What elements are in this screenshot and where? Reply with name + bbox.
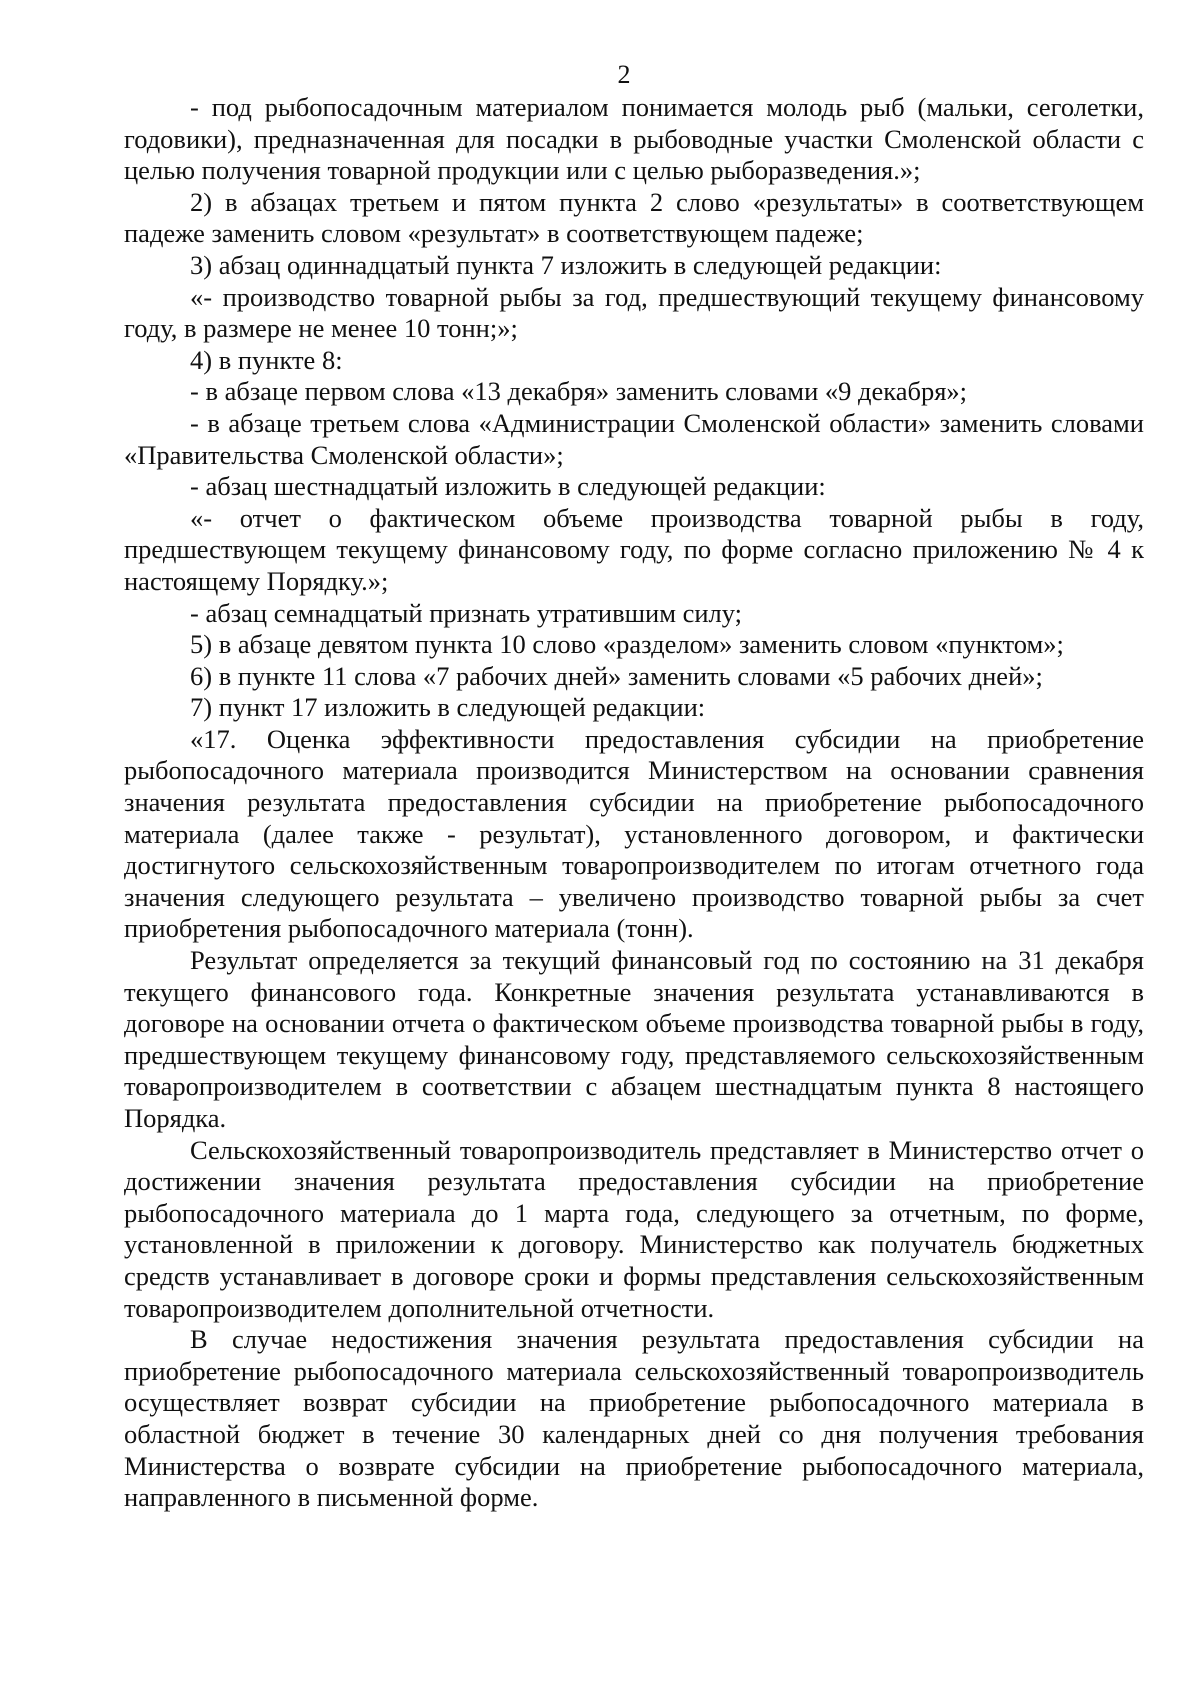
paragraph-item-2: 2) в абзацах третьем и пятом пункта 2 слово «результаты» в соответствующем падеже заменить словом «результат» в соответствующем падеже; <box>124 186 1144 249</box>
paragraph-item-4-first: - в абзаце первом слова «13 декабря» заменить словами «9 декабря»; <box>190 376 968 407</box>
paragraph-item-4-sixteenth-text: «- отчет о фактическом объеме производства товарной рыбы в году, предшествующем текущему финансовому году, по форме согласно приложению № 4 к настоящему Порядку.»; <box>124 502 1144 596</box>
paragraph-item-7-point-17: «17. Оценка эффективности предоставления субсидии на приобретение рыбопосадочного материала производится Министерством на основании сравнения значения результата предоставления субсидии на приобретение рыбопосадочного материала (далее также - результат), установленного договором, и фактически достигнутого сельскохозяйственным товаропроизводителем по итогам отчетного года значения следующего результата – увеличено производство товарной рыбы за счет приобретения рыбопосадочного материала (тонн). <box>124 723 1144 944</box>
document-body <box>124 92 1144 1514</box>
paragraph-result-definition: Результат определяется за текущий финансовый год по состоянию на 31 декабря текущего финансового года. Конкретные значения результата устанавливаются в договоре на основании отчета о фактическом объеме производства товарной рыбы в году, предшествующем текущему финансовому году, представляемого сельскохозяйственным товаропроизводителем в соответствии с абзацем шестнадцатым пункта 8 настоящего Порядка. <box>124 945 1144 1133</box>
paragraph-item-5: 5) в абзаце девятом пункта 10 слово «разделом» заменить словом «пунктом»; <box>190 629 1064 660</box>
paragraph-item-4-third: - в абзаце третьем слова «Администрации Смоленской области» заменить словами «Правительства Смоленской области»; <box>124 407 1144 470</box>
paragraph-item-4-sixteenth: - абзац шестнадцатый изложить в следующей редакции: <box>190 471 826 502</box>
paragraph-item-4-seventeenth: - абзац семнадцатый признать утратившим силу; <box>190 597 743 628</box>
paragraph-item-7: 7) пункт 17 изложить в следующей редакции: <box>190 692 706 723</box>
paragraph-item-3-text: «- производство товарной рыбы за год, предшествующий текущему финансовому году, в размере не менее 10 тонн;»; <box>124 281 1144 344</box>
paragraph-refund: В случае недостижения значения результата предоставления субсидии на приобретение рыбопосадочного материала сельскохозяйственный товаропроизводитель осуществляет возврат субсидии на приобретение рыбопосадочного материала в областной бюджет в течение 30 календарных дней со дня получения требования Министерства о возврате субсидии на приобретение рыбопосадочного материала, направленного в письменной форме. <box>124 1324 1144 1513</box>
paragraph-reporting: Сельскохозяйственный товаропроизводитель представляет в Министерство отчет о достижении значения результата предоставления субсидии на приобретение рыбопосадочного материала до 1 марта года, следующего за отчетным, по форме, установленной в приложении к договору. Министерство как получатель бюджетных средств устанавливает в договоре сроки и формы представления сельскохозяйственным товаропроизводителем дополнительной отчетности. <box>124 1134 1144 1323</box>
paragraph-item-6: 6) в пункте 11 слова «7 рабочих дней» заменить словами «5 рабочих дней»; <box>190 660 1043 691</box>
paragraph-item-4: 4) в пункте 8: <box>190 344 343 375</box>
paragraph-definition: - под рыбопосадочным материалом понимается молодь рыб (мальки, сеголетки, годовики), предназначенная для посадки в рыбоводные участки Смоленской области с целью получения товарной продукции или с целью рыборазведения.»; <box>124 92 1144 186</box>
page-number: 2 <box>617 60 631 89</box>
paragraph-item-3: 3) абзац одиннадцатый пункта 7 изложить в следующей редакции: <box>190 249 942 280</box>
